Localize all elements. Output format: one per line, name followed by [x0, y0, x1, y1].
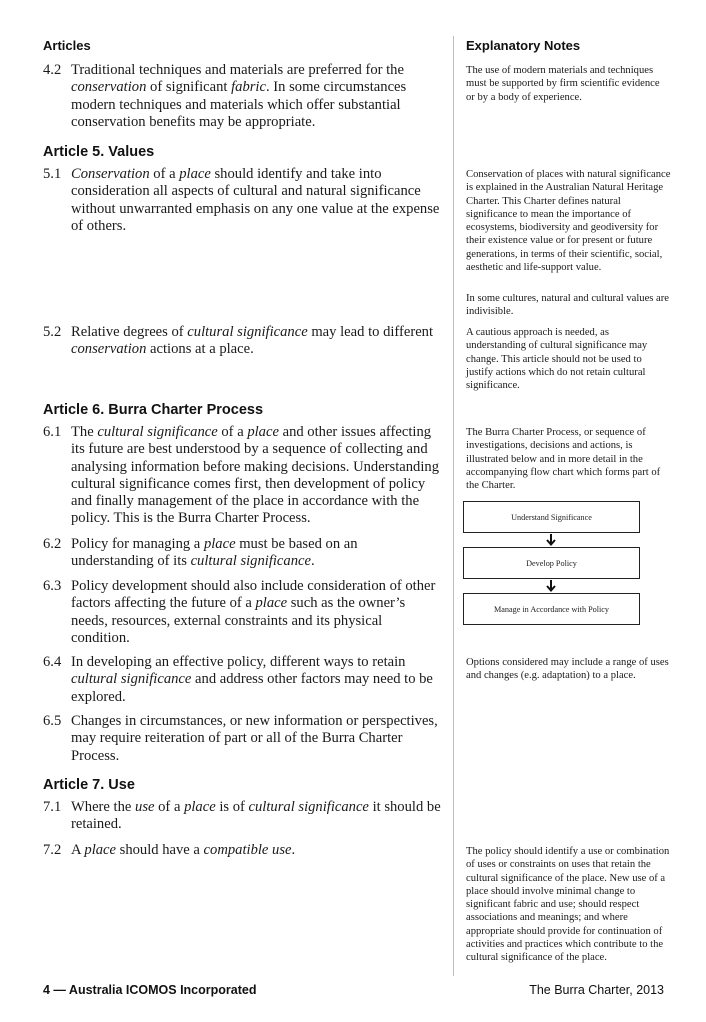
- clause-number: 4.2: [43, 62, 62, 78]
- clause-number: 6.1: [43, 424, 62, 440]
- defined-term: conservation: [71, 79, 147, 96]
- text-run: Where the: [71, 799, 136, 815]
- text-run: of a: [149, 166, 180, 182]
- text-run: of a: [154, 799, 185, 815]
- text-run: actions at a place.: [146, 341, 254, 358]
- clause-text: [71, 62, 443, 131]
- arrow-down-icon: [546, 580, 556, 592]
- clause-number: 6.2: [43, 536, 62, 552]
- note-5-2: A cautious approach is needed, as understanding of cultural significance may change. This article should not be used to justify actions which do not retain cultural significance.: [466, 327, 648, 392]
- text-run: must be based on an understanding of its: [71, 536, 358, 570]
- text-run: Relative degrees of: [71, 324, 188, 340]
- clause-6-4: [43, 654, 443, 706]
- defined-term: place: [247, 424, 279, 440]
- defined-term: fabric: [231, 79, 266, 96]
- note-6-4: Options considered may include a range of uses and changes (e.g. adaptation) to a place.: [466, 657, 669, 682]
- text-run: The: [71, 424, 98, 440]
- text-run: it should be retained.: [71, 799, 441, 833]
- note-4-2: The use of modern materials and techniques must be supported by firm scientific evidence or by a body of experience.: [466, 65, 660, 103]
- arrow-down-icon: [546, 534, 556, 546]
- defined-term: cultural significance: [187, 324, 308, 340]
- clause-text: [71, 654, 443, 706]
- defined-term: place: [179, 166, 211, 182]
- text-run: should identify and take into consideration all aspects of cultural and natural significance without unwarranted emphasis on any one value at the expense of others.: [71, 166, 440, 234]
- clause-text: [71, 536, 443, 571]
- clause-text: [71, 799, 443, 834]
- clause-number: 7.1: [43, 799, 62, 815]
- clause-number: 7.2: [43, 842, 62, 858]
- article-6-heading: Article 6. Burra Charter Process: [43, 402, 264, 418]
- defined-term: Conservation: [71, 166, 150, 182]
- text-run: may lead to different: [307, 324, 434, 340]
- text-run: Policy for managing a: [71, 536, 204, 552]
- defined-term: place: [84, 842, 116, 858]
- clause-6-3: [43, 578, 443, 647]
- clause-6-1: [43, 424, 443, 528]
- defined-term: use: [135, 799, 155, 815]
- flow-step-understand-significance: Understand Significance: [463, 501, 640, 533]
- defined-term: place: [203, 536, 236, 552]
- flow-step-manage-in-accordance: Manage in Accordance with Policy: [463, 593, 640, 625]
- clause-5-2: [43, 324, 443, 359]
- clause-5-1: [43, 166, 443, 235]
- clause-text: [71, 324, 443, 359]
- articles-column-header: Articles: [43, 38, 91, 53]
- text-run: .: [310, 553, 315, 570]
- defined-term: cultural significance: [248, 799, 369, 815]
- clause-6-5: [43, 713, 443, 765]
- footer-document-title: The Burra Charter, 2013: [529, 983, 664, 997]
- clause-7-2: [43, 842, 443, 859]
- note-5-1-indivisible: In some cultures, natural and cultural values are indivisible.: [466, 293, 669, 318]
- text-run: .: [291, 842, 296, 858]
- clause-number: 6.4: [43, 654, 62, 670]
- defined-term: place: [184, 799, 216, 815]
- text-run: Traditional techniques and materials are preferred for the: [71, 62, 404, 78]
- defined-term: compatible use: [203, 842, 292, 858]
- clause-text: [71, 166, 443, 235]
- clause-number: 6.3: [43, 578, 62, 594]
- clause-number: 5.2: [43, 324, 62, 340]
- text-run: should have a: [116, 842, 204, 858]
- defined-term: cultural significance: [71, 671, 192, 688]
- clause-text: [71, 713, 443, 765]
- defined-term: cultural significance: [190, 553, 311, 570]
- defined-term: place: [255, 595, 288, 612]
- text-run: Changes in circumstances, or new information or perspectives, may require reiteration of part or all of the Burra Charter Process.: [71, 713, 438, 764]
- text-run: and address other factors may need to be explored.: [71, 671, 433, 705]
- clause-text: [71, 424, 443, 528]
- text-run: is of: [215, 799, 249, 815]
- text-run: such as the owner’s needs, resources, external constraints and its physical condition.: [71, 595, 406, 646]
- note-5-1-natural-significance: Conservation of places with natural significance is explained in the Australian Natural Heritage Charter. This Charter defines natural significance to mean the importance of ecosystems, biodiversity and geodiversity for their existence value or for present or future generations, in terms of their scientific, social, aesthetic and life-support value.: [466, 169, 671, 274]
- clause-7-1: [43, 799, 443, 834]
- clause-6-2: [43, 536, 443, 571]
- clause-4-2: [43, 62, 443, 131]
- column-divider: [453, 36, 454, 976]
- footer-page-label: 4 — Australia ICOMOS Incorporated: [43, 983, 257, 997]
- article-5-heading: Article 5. Values: [43, 144, 155, 160]
- text-run: In developing an effective policy, different ways to retain: [71, 654, 406, 670]
- notes-column-header: Explanatory Notes: [466, 38, 581, 53]
- article-7-heading: Article 7. Use: [43, 777, 135, 793]
- note-7-2: The policy should identify a use or combination of uses or constraints on uses that retain the cultural significance of the place. New use of a place should involve minimal change to significant fabric and use; should respect associations and meanings; and where appropriate should provide for continuation of activities and practices which contribute to the cultural significance of the place.: [466, 846, 670, 964]
- note-6-1: The Burra Charter Process, or sequence of investigations, decisions and actions, is illustrated below and in more detail in the accompanying flow chart which forms part of the Charter.: [466, 427, 661, 492]
- text-run: of a: [217, 424, 248, 440]
- text-run: of significant: [146, 79, 232, 96]
- text-run: Policy development should also include consideration of other factors affecting the future of a: [71, 578, 436, 612]
- clause-text: [71, 842, 443, 859]
- defined-term: conservation: [71, 341, 147, 358]
- clause-text: [71, 578, 443, 647]
- defined-term: cultural significance: [97, 424, 218, 440]
- clause-number: 6.5: [43, 713, 62, 729]
- text-run: and other issues affecting its future are best understood by a sequence of collecting and analysing information before making decisions. Understanding cultural significance comes first, then development of policy and finally management of the place in accordance with the policy. This is the Burra Charter Process.: [71, 424, 440, 527]
- text-run: A: [71, 842, 85, 858]
- clause-number: 5.1: [43, 166, 62, 182]
- flow-step-develop-policy: Develop Policy: [463, 547, 640, 579]
- text-run: . In some circumstances modern techniques and materials which offer substantial conservation benefits may be appropriate.: [71, 79, 407, 130]
